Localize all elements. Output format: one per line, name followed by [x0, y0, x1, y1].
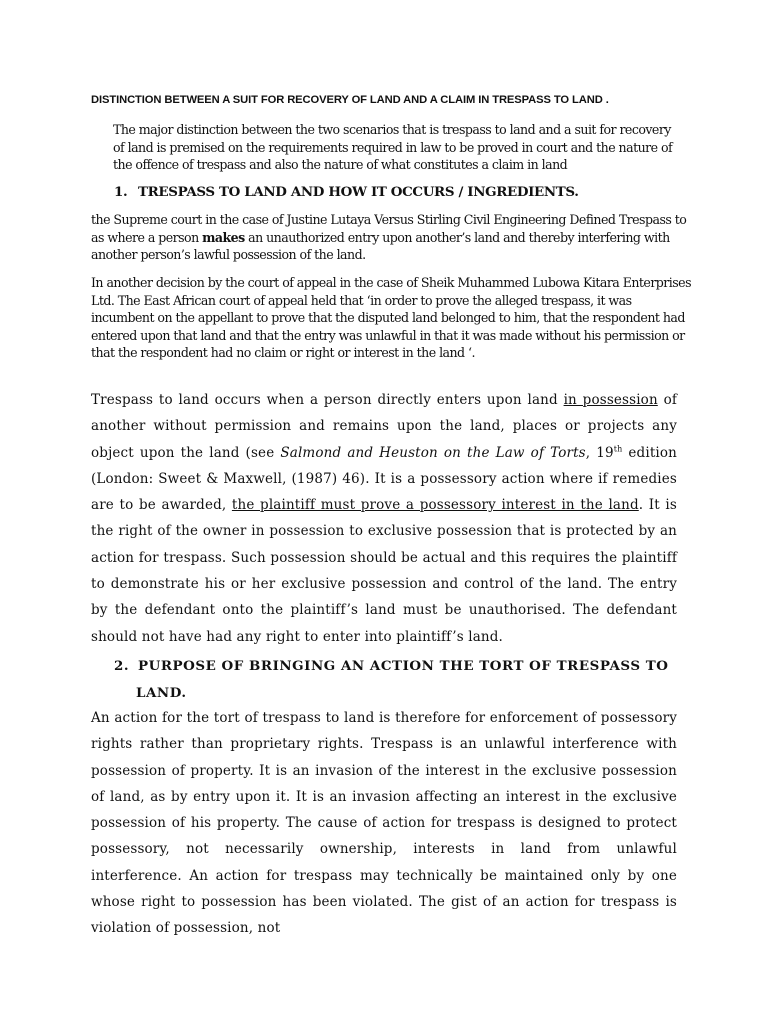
section-1-number: 1.: [114, 184, 128, 200]
section-2-number: 2.: [114, 658, 130, 674]
para3-book-title: Salmond and Heuston on the Law of Torts: [280, 444, 586, 461]
lubowa-case-paragraph: In another decision by the court of appeal in the case of Sheik Muhammed Lubowa Kitara Enterprises Ltd. The East African court of appeal held that ‘in order to prove the alleged trespass, it was incumbent on the appellant to prove that the disputed land belonged to him, that the respondent had entered upon that land and that the entry was unlawful in that it was made without his permission or that the respondent had no claim or right or interest in the land ‘.: [91, 275, 691, 360]
para3-superscript: th: [613, 444, 623, 454]
intro-paragraph: The major distinction between the two scenarios that is trespass to land and a suit for recovery of land is premised on the requirements required in law to be proved in court and the nature of the offence of trespass and also the nature of what constitutes a claim in land: [113, 122, 673, 172]
section-1-heading: [114, 184, 579, 200]
para3-text-4: edition (London: Sweet & Maxwell, (1987) 46). It is a possessory action where if remedies are to be awarded,: [91, 444, 677, 514]
section-1-title: TRESPASS TO LAND AND HOW IT OCCURS / INGREDIENTS.: [138, 184, 579, 200]
para3-text-5: . It is the right of the owner in possession to exclusive possession that is protected by an action for trespass. Such possession should be actual and this requires the plaintiff to demonstrate his or her exclusive possession and control of the land. The entry by the defendant onto the plaintiff’s land must be unauthorised. The defendant should not have had any right to enter into plaintiff’s land.: [91, 497, 677, 645]
document-title: DISTINCTION BETWEEN A SUIT FOR RECOVERY OF LAND AND A CLAIM IN TRESPASS TO LAND .: [91, 94, 609, 106]
lutaya-case-paragraph: [91, 211, 691, 264]
section-2-title-line1: PURPOSE OF BRINGING AN ACTION THE TORT OF TRESPASS TO: [138, 658, 669, 674]
para3-underline-1: in possession: [563, 392, 658, 408]
para3-text-1: Trespass to land occurs when a person directly enters upon land: [91, 392, 564, 408]
section-2-title-line2: LAND.: [136, 685, 187, 701]
purpose-paragraph: An action for the tort of trespass to land is therefore for enforcement of possessory rights rather than proprietary rights. Trespass is an unlawful interference with possession of property. It is an invasion of the interest in the exclusive possession of land, as by entry upon it. It is an invasion affecting an interest in the exclusive possession of his property. The cause of action for trespass is designed to protect possessory, not necessarily ownership, interests in land from unlawful interference. An action for trespass may technically be maintained only by one whose right to possession has been violated. The gist of an action for trespass is violation of possession, not: [91, 710, 677, 937]
para3-text-3: , 19: [585, 444, 614, 461]
section-2-heading: [114, 653, 684, 707]
para3-text-2: of another without permission and remains upon the land, places or projects any object upon the land (see: [91, 392, 678, 461]
para1-text-after: an unauthorized entry upon another’s land and thereby interfering with another person’s lawful possession of the land.: [91, 229, 670, 262]
para1-text-before: the Supreme court in the case of Justine Lutaya Versus Stirling Civil Engineering Defined Trespass to as where a person: [91, 212, 687, 245]
trespass-definition-paragraph: [91, 387, 677, 650]
para1-bold-word: makes: [202, 229, 245, 245]
para3-underline-2: the plaintiff must prove a possessory interest in the land: [231, 497, 639, 514]
